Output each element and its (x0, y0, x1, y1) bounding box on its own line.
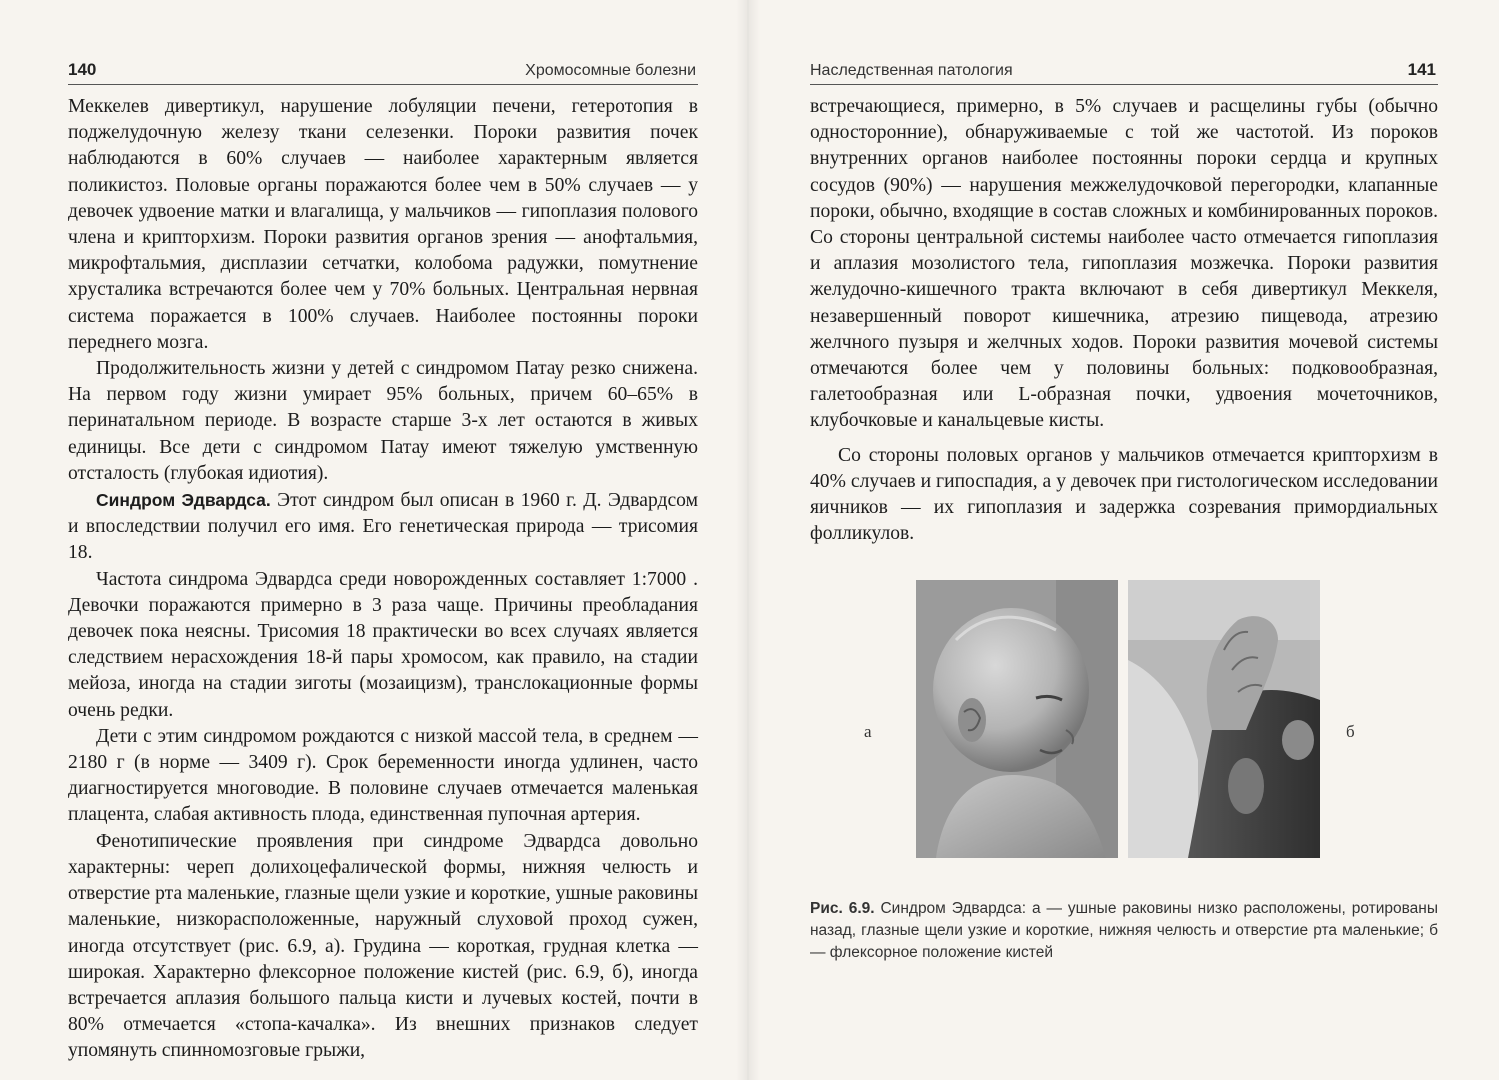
figure-6-9 (810, 580, 1438, 880)
figure-caption (810, 898, 1438, 964)
infant-face-photo (916, 580, 1118, 858)
right-page-number: 141 (1407, 60, 1436, 79)
paragraph: встречающиеся, примерно, в 5% случаев и расщелины губы (обычно односторонние), обнаруживаемые с той же частотой. Из пороков внутренних органов наиболее постоянны пороки сердца и крупных сосудов (90%) — нарушения межжелудочковой перегородки, клапанные пороки, обычно, входящие в состав сложных и комбинированных пороков. Со стороны центральной системы наиболее часто отмечается гипоплазия и аплазия мозолистого тела, гипоплазия мозжечка. Пороки развития желудочно-кишечного тракта включают в себя дивертикул Меккеля, незавершенный поворот кишечника, атрезию пищевода, атрезию желчного пузыря и желчных ходов. Пороки развития мочевой системы отмечаются более чем у половины больных: подковообразная, галетообразная или L-образная почки, удвоения мочеточников, клубочковые и канальцевые кисты. (810, 96, 1438, 432)
caption-text: Синдром Эдвардса: а — ушные раковины низко расположены, ротированы назад, глазные щели узкие и короткие, нижняя челюсть и отверстие рта маленькие; б — флексорное положение кистей (810, 900, 1438, 961)
right-page (810, 0, 1438, 1080)
right-body-text (810, 94, 1438, 547)
paragraph: Фенотипические проявления при синдроме Эдвардса довольно характерны: череп долихоцефалической формы, нижняя челюсть и отверстие рта маленькие, глазные щели узкие и короткие, ушные раковины маленькие, низкорасположенные, наружный слуховой проход сужен, иногда отсутствует (рис. 6.9, а). Грудина — короткая, грудная клетка — широкая. Характерно флексорное положение кистей (рис. 6.9, б), иногда встречается аплазия большого пальца кисти и лучевых костей, почти в 80% отмечается «стопа-качалка». Из внешних признаков следует упомянуть спинномозговые грыжи, (68, 830, 698, 1062)
right-running-title: Наследственная патология (810, 62, 1013, 79)
paragraph-edwards-intro (68, 487, 698, 567)
figure-label-a: а (864, 722, 872, 741)
left-running-title: Хромосомные болезни (525, 62, 696, 79)
paragraph: Дети с этим синдромом рождаются с низкой массой тела, в среднем — 2180 г (в норме — 3409 г). Срок беременности иногда удлинен, часто диагностируется многоводие. В половине случаев отмечается маленькая плацента, слабая активность плода, единственная пупочная артерия. (68, 725, 698, 826)
figure-label-b: б (1346, 722, 1355, 741)
section-heading-edwards: Синдром Эдвардса. (96, 490, 271, 511)
left-page (68, 0, 698, 1080)
left-page-number: 140 (68, 60, 97, 79)
left-body-text (68, 94, 698, 1065)
book-gutter (736, 0, 760, 1080)
left-running-head (68, 58, 698, 85)
paragraph: Продолжительность жизни у детей с синдромом Патау резко снижена. На первом году жизни умирает 95% больных, причем 60–65% в перинатальном периоде. В возрасте старше 3-х лет остаются в живых единицы. Все дети с синдромом Патау имеют тяжелую умственную отсталость (глубокая идиотия). (68, 358, 698, 484)
paragraph: Частота синдрома Эдвардса среди новорожденных составляет 1:7000 . Девочки поражаются примерно в 3 раза чаще. Причины преобладания девочек пока неясны. Трисомия 18 практически во всех случаях является следствием нерасхождения 18-й пары хромосом, как правило, на стадии мейоза, иногда на стадии зиготы (мозаицизм), транслокационные формы очень редки. (68, 568, 698, 721)
caption-label: Рис. 6.9. (810, 900, 875, 917)
paragraph: Меккелев дивертикул, нарушение лобуляции печени, гетеротопия в поджелудочную железу ткани селезенки. Пороки развития почек наблюдаются в 60% случаев — наиболее характерным является поликистоз. Половые органы поражаются более чем в 50% случаев — у девочек удвоение матки и влагалища, у мальчиков — гипоплазия полового члена и крипторхизм. Пороки развития органов зрения — анофтальмия, микрофтальмия, дисплазии сетчатки, колобома радужки, помутнение хрусталика встречаются более чем у 70% больных. Центральная нервная система поражается в 100% случаев. Наиболее постоянны пороки переднего мозга. (68, 96, 698, 353)
paragraph: Со стороны половых органов у мальчиков отмечается крипторхизм в 40% случаев и гипоспадия, а у девочек при гистологическом исследовании яичников — их гипоплазия и задержка созревания примордиальных фолликулов. (810, 444, 1438, 545)
infant-hand-photo (1128, 580, 1320, 858)
right-running-head (810, 58, 1438, 85)
paragraph-text: Этот синдром был описан в 1960 г. Д. Эдвардсом и впоследствии получил его имя. Его генетическая природа — трисомия 18. (68, 490, 698, 564)
